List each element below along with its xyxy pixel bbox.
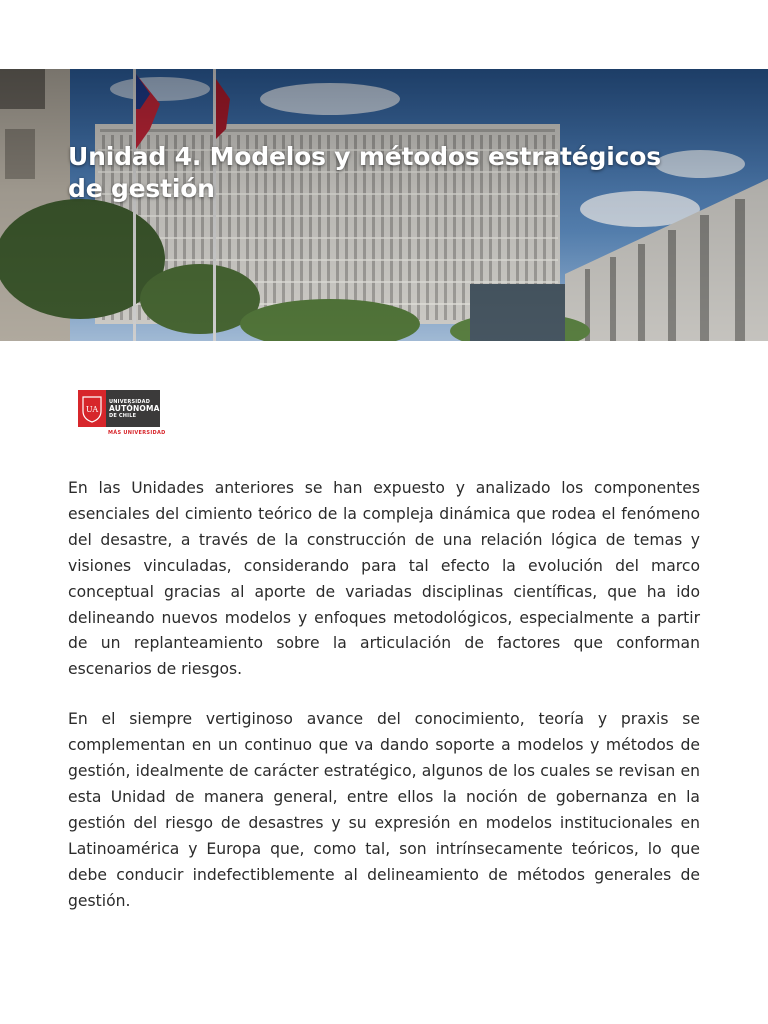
shield-icon <box>81 395 103 423</box>
logo-wordmark <box>106 390 160 427</box>
paragraph-2: En el siempre vertiginoso avance del conocimiento, teoría y praxis se complementan en un continuo que va dando soporte a modelos y métodos de gestión, idealmente de carácter estratégico, algunos de los cuales se revisan en esta Unidad de manera general, entre ellos la noción de gobernanza en la gestión del riesgo de desastres y su expresión en modelos institucionales en Latinoamérica y Europa que, como tal, son intrínsecamente teóricos, lo que debe conducir indefectiblemente al delineamiento de métodos generales de gestión. <box>68 710 700 910</box>
header-banner <box>0 69 768 341</box>
page-title-line-1: Unidad 4. Modelos y métodos estratégicos <box>68 142 661 171</box>
paragraph-1: En las Unidades anteriores se han expuesto y analizado los componentes esenciales del cimiento teórico de la compleja dinámica que rodea el fenómeno del desastre, a través de la construcción de una relación lógica de temas y visiones vinculadas, considerando para tal efecto la evolución del marco conceptual gracias al aporte de variadas disciplinas científicas, que ha ido delineando nuevos modelos y enfoques metodológicos, especialmente a partir de un replanteamiento sobre la articulación de factores que conforman escenarios de riesgos. <box>68 479 700 679</box>
logo-line-2: AUTÓNOMA <box>109 403 160 413</box>
campus-building-image <box>0 69 768 341</box>
logo-line-3: DE CHILE <box>109 412 137 419</box>
logo-tagline: MÁS UNIVERSIDAD <box>108 430 166 436</box>
body-content <box>68 476 700 939</box>
logo-line-1: UNIVERSIDAD <box>109 398 151 405</box>
page-title <box>68 141 708 205</box>
logo-emblem <box>78 390 106 427</box>
university-logo <box>78 390 166 438</box>
page-title-line-2: de gestión <box>68 174 215 203</box>
logo-emblem-text: UA <box>85 404 99 414</box>
logo-box <box>78 390 160 427</box>
